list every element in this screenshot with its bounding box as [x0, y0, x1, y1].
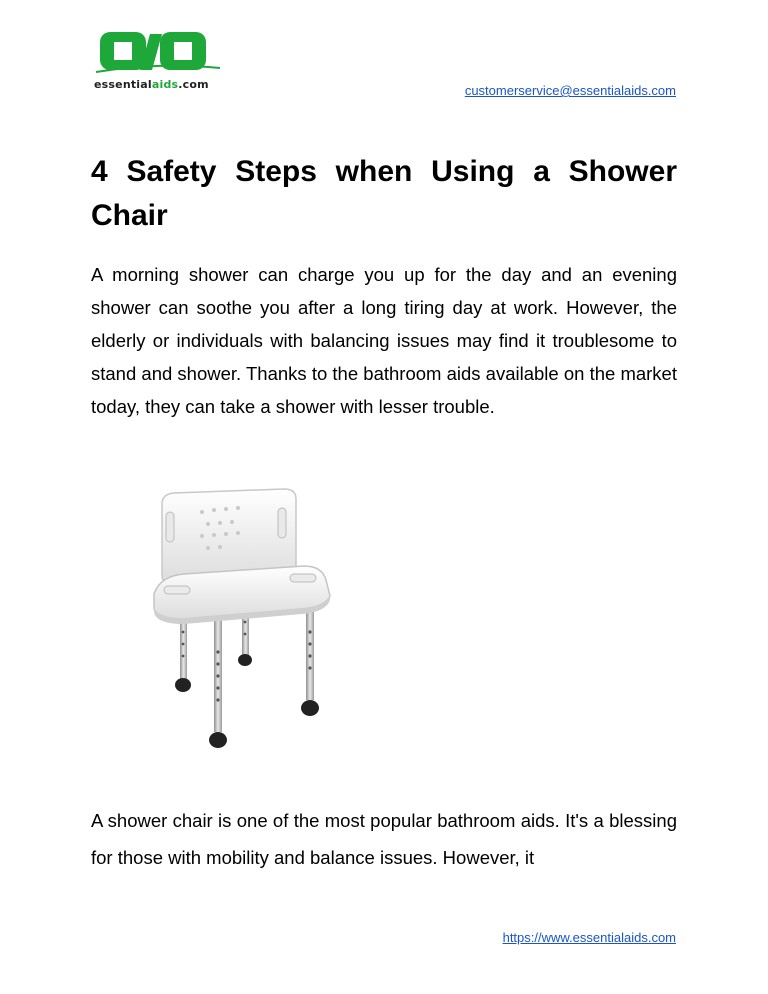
footer-website-link[interactable]: https://www.essentialaids.com: [502, 930, 676, 945]
essentialaids-logo[interactable]: [94, 26, 224, 96]
customer-service-email-link[interactable]: customerservice@essentialaids.com: [464, 83, 676, 98]
article-title: 4 Safety Steps when Using a Shower Chair: [91, 155, 677, 232]
article-paragraph-shower-chair: A shower chair is one of the most popular bathroom aids. It's a blessing for those with mobility and balance issues. However, it: [91, 810, 677, 868]
logo-mark-icon: [94, 26, 224, 78]
article-paragraph-intro: A morning shower can charge you up for the day and an evening shower can soothe you after a long tiring day at work. However, the elderly or individuals with balancing issues may find it troublesome to stand and shower. Thanks to the bathroom aids available on the market today, they can take a shower with lesser trouble.: [91, 264, 677, 417]
shower-chair-image: [92, 482, 374, 762]
logo-wordmark: essentialaids.com: [94, 78, 209, 91]
